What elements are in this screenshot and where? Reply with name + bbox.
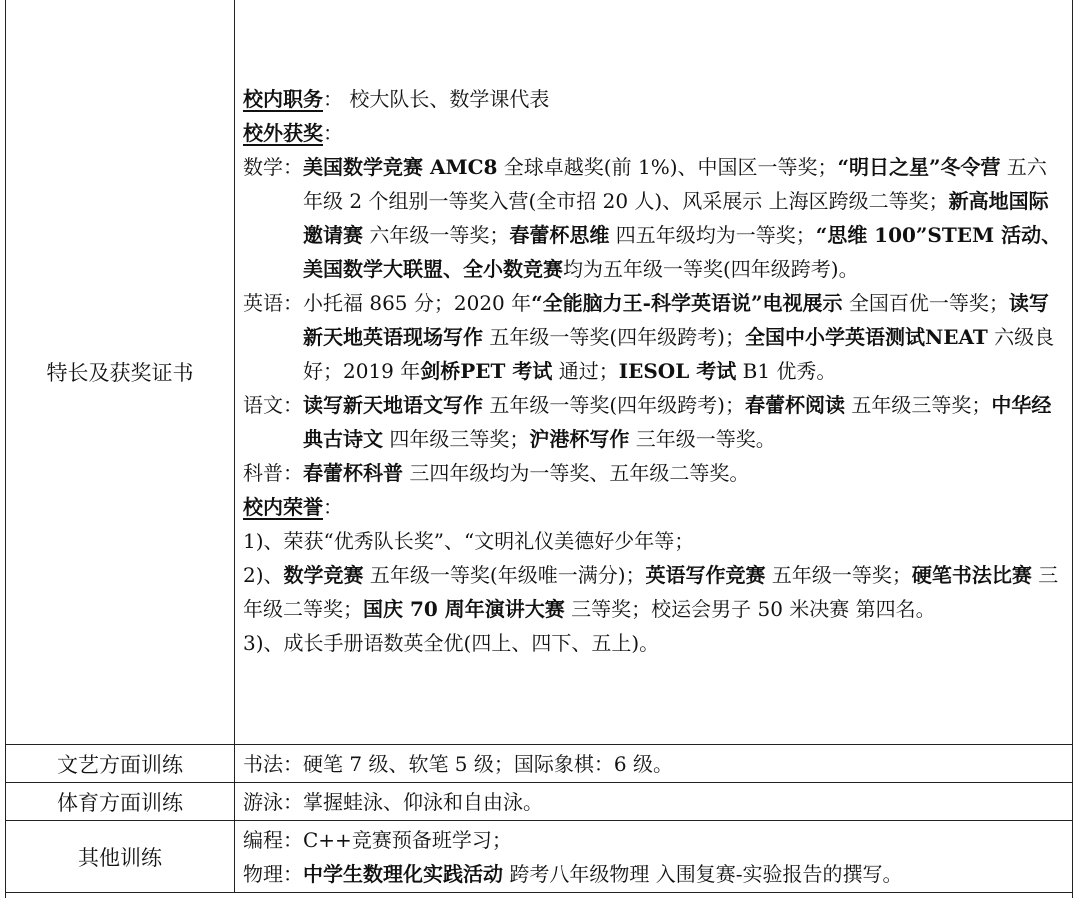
row-arts-training [6,745,1073,783]
external-awards-heading: 校外获奖 [243,120,323,145]
content-talents-awards [235,0,1073,745]
school-honors-heading: 校内荣誉 [243,494,323,519]
science-awards: 科普：春蕾杯科普 三四年级均为一等奖、五年级二等奖。 [243,460,750,485]
row-other-training [6,821,1073,893]
honor-item-3: 3)、成长手册语数英全优(四上、四下、五上)。 [243,630,660,655]
honor-item-2: 2)、数学竞赛 五年级一等奖(年级唯一满分)；英语写作竞赛 五年级一等奖；硬笔书法比赛 三年级二等奖；国庆 70 周年演讲大赛 三等奖；校运会男子 50 米决赛 第四名。 [243,562,1059,621]
content-other-training [235,821,1073,893]
content-sports-training: 游泳：掌握蛙泳、仰泳和自由泳。 [235,783,1073,821]
label-talents-awards: 特长及获奖证书 [6,0,235,745]
english-awards: 英语：小托福 865 分；2020 年“全能脑力王-科学英语说”电视展示 全国百优一等奖；读写新天地英语现场写作 五年级一等奖(四年级跨考)；全国中小学英语测试NEAT 六级良好；2019 年剑桥PET 考试 通过；IESOL 考试 B1 优秀。 [243,290,1055,383]
coding-training: 编程：C++竞赛预备班学习； [243,827,512,852]
content-arts-training: 书法：硬笔 7 级、软笔 5 级；国际象棋：6 级。 [235,745,1073,783]
row-sports-training [6,783,1073,821]
school-duty-heading: 校内职务 [243,86,323,111]
resume-table [5,0,1073,893]
external-awards-heading-line: 校外获奖： [243,120,343,145]
physics-training: 物理：中学生数理化实践活动 跨考八年级物理 入围复赛-实验报告的撰写。 [243,861,903,886]
row-talents-awards [6,0,1073,745]
school-honors-heading-line: 校内荣誉： [243,494,343,519]
chinese-awards: 语文：读写新天地语文写作 五年级一等奖(四年级跨考)；春蕾杯阅读 五年级三等奖；中华经典古诗文 四年级三等奖；沪港杯写作 三年级一等奖。 [243,392,1052,451]
label-sports-training: 体育方面训练 [6,783,235,821]
label-arts-training: 文艺方面训练 [6,745,235,783]
label-other-training: 其他训练 [6,821,235,893]
honor-item-1: 1)、荣获“优秀队长奖”、“文明礼仪美德好少年等； [243,528,695,553]
school-duty-text: 校大队长、数学课代表 [349,86,550,111]
math-awards: 数学：美国数学竞赛 AMC8 全球卓越奖(前 1%)、中国区一等奖；“明日之星”冬令营 五六年级 2 个组别一等奖入营(全市招 20 人)、风采展示 上海区跨级二等奖；新高地国际邀请赛 六年级一等奖；春蕾杯思维 四五年级均为一等奖；“思维 100”STEM 活动、美国数学大联盟、全小数竞赛均为五年级一等奖(四年级跨考)。 [243,154,1062,281]
table-bottom-edge [5,886,1073,898]
school-duty-line: 校内职务： 校大队长、数学课代表 [243,86,550,111]
